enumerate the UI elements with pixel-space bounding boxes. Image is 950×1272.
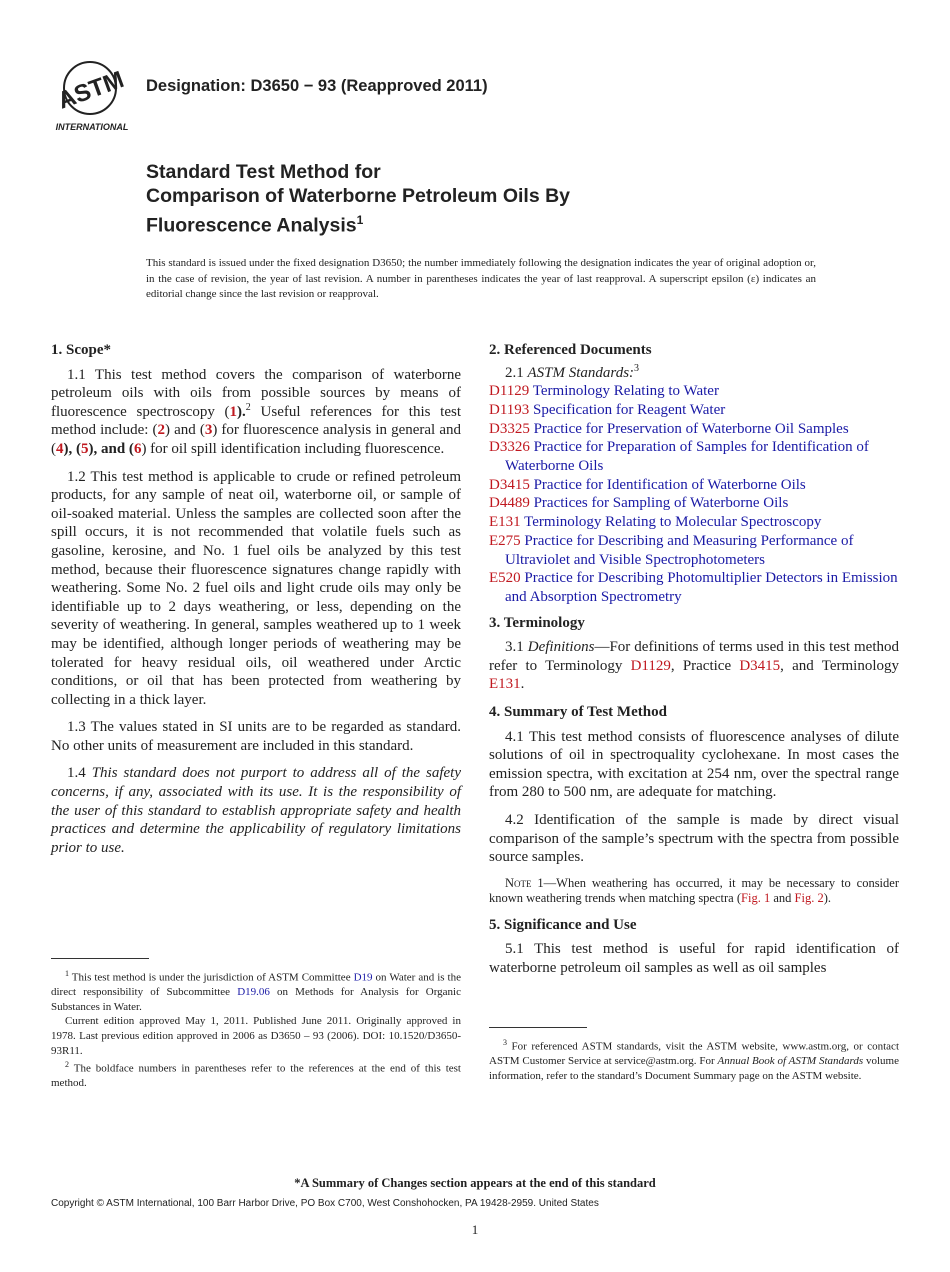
footnotes-right (489, 1027, 899, 1083)
designation: Designation: D3650 − 93 (Reapproved 2011) (146, 77, 488, 95)
text-run: on Water and is the direct responsibility of Subcommittee (51, 971, 461, 999)
text-run: This standard does not purport to address all of the safety concerns, if any, associated with its use. It is the responsibility of the user of this standard to establish appropriate safety and health practices and determine the applicability of regulatory limitations prior to use. (51, 765, 462, 856)
footnote-mark: 2 (65, 1060, 69, 1070)
text-run: —For definitions of terms used in this test method refer to Terminology (489, 639, 899, 674)
ref-link-3[interactable]: 3 (204, 422, 213, 439)
section-heading-terminology: 3. Terminology (489, 614, 585, 631)
text-run: ), ( (63, 440, 81, 457)
section-heading-summary: 4. Summary of Test Method (489, 704, 667, 720)
footnote-1-edition: Current edition approved May 1, 2011. Published June 2011. Originally approved in 1978. Last previous edition approved in 2006 as D3650 – 93 (2006). DOI: 10.1520/D3650-93R11. (51, 1015, 461, 1057)
link-e131[interactable]: E131 (489, 676, 521, 693)
reference-item[interactable] (489, 420, 899, 439)
reference-code[interactable]: E275 (489, 532, 521, 549)
text-run: . (520, 676, 525, 693)
footnote-2 (51, 1058, 461, 1091)
paragraph-4-2: 4.2 Identification of the sample is made by direct visual comparison of the sample’s spectrum with the spectra from possible source samples. (489, 811, 899, 866)
issuance-statement: This standard is issued under the fixed designation D3650; the number immediately following the designation indicates the year of original adoption or, in the case of revision, the year of last revision. A number in parentheses indicates the year of last reapproval. A superscript epsilon (ε) indicates an editorial change since the last revision or reapproval. (146, 257, 816, 300)
text-run: The boldface numbers in parentheses refer to the references at the end of this test method. (51, 1062, 461, 1090)
text-run: 3.1 (505, 639, 528, 656)
footnote-divider (489, 1027, 587, 1028)
reference-item[interactable] (489, 513, 899, 532)
footnote-1 (51, 967, 461, 1014)
reference-code[interactable]: D3325 (489, 420, 530, 437)
ref-link-5[interactable]: 5 (81, 440, 89, 457)
text-run: on Methods for Analysis for Organic Substances in Water. (51, 986, 461, 1013)
subcommittee-link-d19-06[interactable]: D19.06 (237, 986, 270, 999)
footnote-divider (51, 958, 149, 959)
text-run: Definitions (527, 639, 595, 656)
copyright-line: Copyright © ASTM International, 100 Barr Harbor Drive, PO Box C700, West Conshohocken, PA 19428-2959. United States (51, 1198, 599, 1209)
reference-title[interactable]: Terminology Relating to Molecular Spectroscopy (524, 514, 822, 531)
reference-title[interactable]: Practice for Identification of Waterborne Oils (533, 476, 806, 493)
astm-logo (52, 58, 134, 134)
footnotes-left (51, 958, 461, 1091)
section-heading-referenced: 2. Referenced Documents (489, 342, 652, 358)
text-run: 1—When weathering has occurred, it may be necessary to consider known weathering trends when matching spectra ( (489, 875, 899, 906)
text-run: ). (823, 891, 831, 906)
paragraph-1-3: 1.3 The values stated in SI units are to be regarded as standard. No other units of measurement are included in this standard. (51, 719, 461, 754)
paragraph-1-2: 1.2 This test method is applicable to crude or refined petroleum products, for any sample of neat oil, waterborne oil, or sample of oil-soaked material. Unless the samples are collected soon after the spill occurs, it is not recommended that volatile fuels such as gasoline, kerosine, and No. 1 fuel oils be analyzed by this test method, because their fluorescence signatures change rapidly with weathering. Some No. 2 fuel oils and light crude oils may only be identifiable up to 2 days weathering, or less, depending on the severity of weathering. In general, samples weathered up to 1 week may be identified, although longer periods of weathering may be tolerated for heavy residual oils, oil weathered under Arctic conditions, or oil that has been protected from weathering by collecting in a thick layer. (51, 468, 461, 708)
title-footnote-mark[interactable]: 1 (356, 213, 364, 227)
referenced-subheading (505, 364, 899, 383)
committee-link-d19[interactable]: D19 (353, 971, 373, 984)
logo-text: ASTM (54, 66, 128, 115)
reference-item[interactable] (489, 382, 899, 401)
reference-title[interactable]: Terminology Relating to Water (532, 383, 719, 400)
reference-item[interactable] (489, 401, 899, 420)
reference-title[interactable]: Specification for Reagent Water (533, 401, 726, 418)
footnote-3 (489, 1036, 899, 1083)
text-run: Useful references for this test method include: ( (51, 403, 461, 439)
text-run: volume information, refer to the standard’s Document Summary page on the ASTM website. (489, 1055, 899, 1082)
title-line-2: Comparison of Waterborne Petroleum Oils By (146, 185, 571, 207)
reference-title[interactable]: Practice for Describing Photomultiplier Detectors in Emission and Absorption Spectrometry (505, 570, 898, 605)
text-run: ) and ( (165, 422, 205, 439)
text-run: For referenced ASTM standards, visit the ASTM website, www.astm.org, or contact ASTM Customer Service at service@astm.org. For (489, 1040, 899, 1068)
text-run: 1.1 This test method covers the comparison of waterborne petroleum oils with oils from possible sources by means of fluorescence spectroscopy ( (51, 366, 461, 420)
link-fig-1[interactable]: Fig. 1 (741, 891, 771, 906)
summary-of-changes-notice: *A Summary of Changes section appears at the end of this standard (294, 1176, 656, 1190)
reference-code[interactable]: E131 (489, 514, 521, 531)
ref-link-1[interactable]: 1 (229, 403, 238, 420)
text-run: , Practice (670, 657, 740, 674)
reference-item[interactable] (489, 438, 899, 475)
footnote-mark-3[interactable]: 3 (634, 362, 640, 374)
text-run: 2.1 (505, 364, 528, 381)
text-run: ASTM Standards: (527, 364, 635, 381)
reference-item[interactable] (489, 532, 899, 569)
reference-code[interactable]: D4489 (489, 495, 530, 512)
footnote-mark: 3 (503, 1038, 507, 1047)
paragraph-3-1 (489, 638, 899, 694)
reference-list (489, 382, 899, 606)
ref-link-2[interactable]: 2 (157, 422, 165, 439)
reference-item[interactable] (489, 476, 899, 495)
section-heading-significance: 5. Significance and Use (489, 916, 637, 933)
text-run: Annual Book of ASTM Standards (717, 1055, 864, 1068)
reference-code[interactable]: D1193 (489, 401, 530, 418)
text-run: ). (237, 403, 246, 420)
text-run: and (770, 891, 795, 906)
right-column (489, 341, 899, 987)
reference-code[interactable]: D3415 (489, 476, 530, 493)
paragraph-5-1: 5.1 This test method is useful for rapid identification of waterborne petroleum oil samples as well as oil samples (489, 941, 899, 976)
page-number: 1 (471, 1222, 479, 1237)
note-label: Note (505, 875, 532, 890)
logo-subtext: INTERNATIONAL (55, 122, 129, 132)
reference-title[interactable]: Practice for Preservation of Waterborne Oil Samples (533, 420, 849, 437)
reference-code[interactable]: D3326 (489, 439, 530, 456)
reference-item[interactable] (489, 494, 899, 513)
section-heading-scope: 1. Scope* (51, 342, 111, 358)
text-run: ) for fluorescence analysis in general and ( (51, 422, 461, 457)
paragraph-1-4 (51, 764, 461, 857)
link-d3415[interactable]: D3415 (739, 657, 781, 674)
ref-link-6[interactable]: 6 (133, 440, 142, 457)
title-line-3: Fluorescence Analysis (146, 214, 357, 237)
reference-title[interactable]: Practice for Preparation of Samples for Identification of Waterborne Oils (505, 439, 869, 474)
reference-code[interactable]: E520 (489, 570, 521, 587)
footnote-mark-2[interactable]: 2 (245, 401, 251, 413)
paragraph-4-1: 4.1 This test method consists of fluorescence analyses of dilute solutions of oil in spectroquality cyclohexane. In most cases the emission spectra, with excitation at 254 nm, over the spectral range from 280 to 500 nm, are adequate for matching. (489, 728, 899, 801)
reference-item[interactable] (489, 569, 899, 606)
link-fig-2[interactable]: Fig. 2 (794, 891, 824, 906)
document-title (146, 160, 570, 238)
footnote-mark: 1 (65, 969, 69, 978)
text-run: This test method is under the jurisdiction of ASTM Committee (69, 971, 354, 984)
text-run: ) for oil spill identification including fluorescence. (141, 440, 445, 457)
text-run: 1.4 (67, 765, 92, 782)
link-d1129[interactable]: D1129 (630, 657, 671, 674)
text-run: , and Terminology (780, 657, 899, 674)
ref-link-4[interactable]: 4 (56, 440, 64, 457)
reference-title[interactable]: Practice for Describing and Measuring Performance of Ultraviolet and Visible Spectrophotometers (505, 532, 854, 568)
text-run: ), and ( (88, 440, 134, 457)
note-1 (489, 876, 899, 907)
paragraph-1-1 (51, 366, 461, 459)
reference-title[interactable]: Practices for Sampling of Waterborne Oils (533, 495, 789, 512)
left-column (51, 341, 461, 866)
title-line-1: Standard Test Method for (146, 161, 381, 183)
reference-code[interactable]: D1129 (489, 383, 530, 400)
